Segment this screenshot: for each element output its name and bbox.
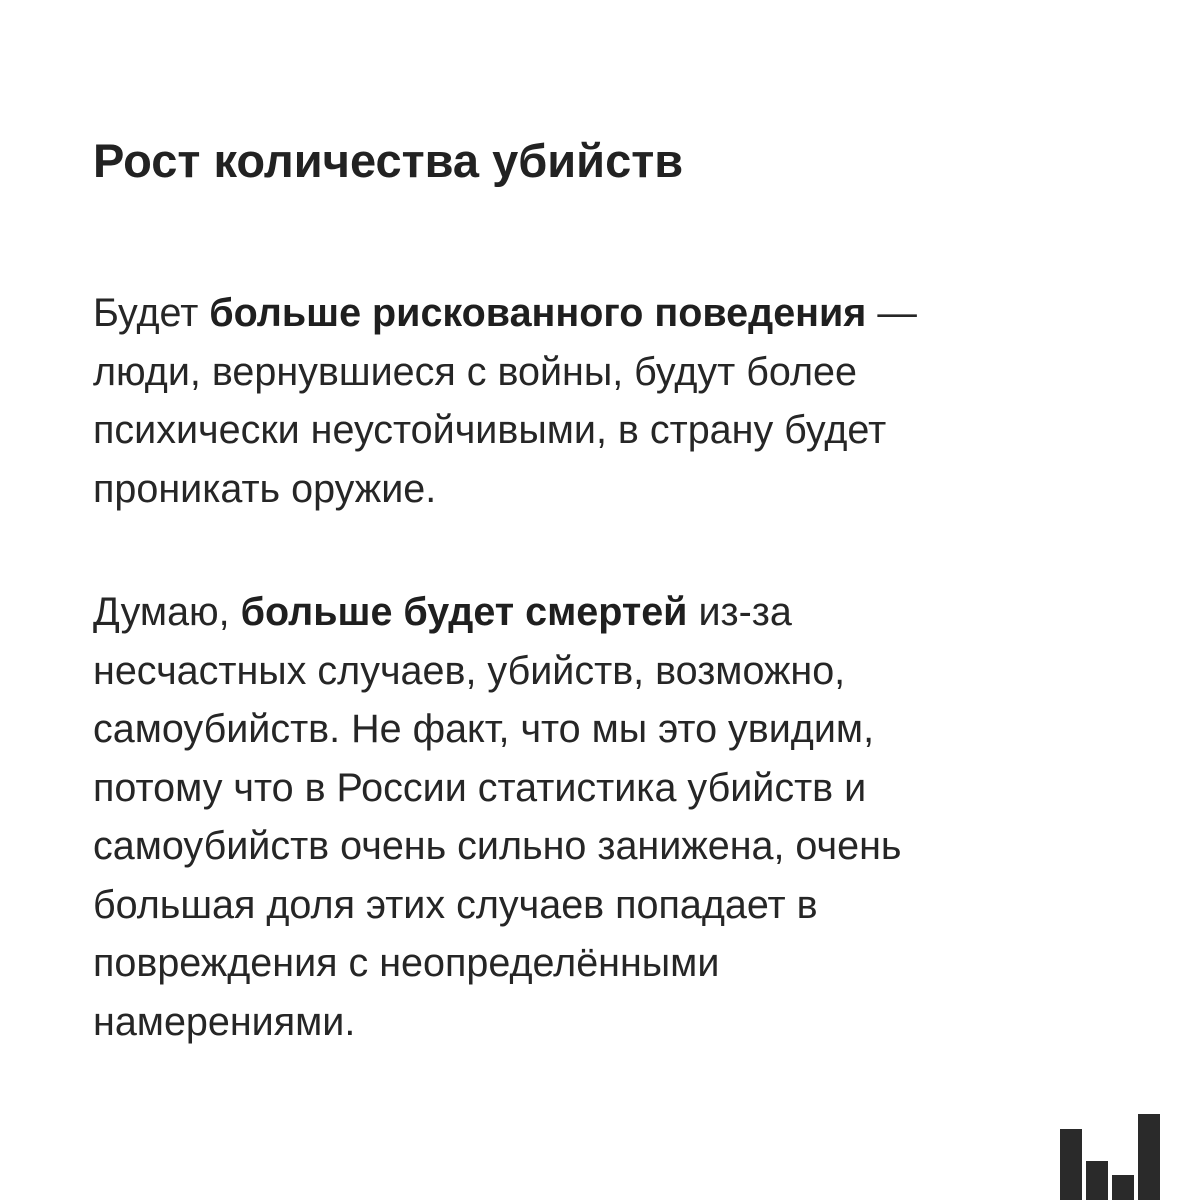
logo-bar-1 <box>1060 1129 1082 1200</box>
text-line: повреждения с неопределёнными <box>93 941 720 985</box>
text-line: проникать оружие. <box>93 466 437 511</box>
page-title: Рост количества убийств <box>93 134 684 187</box>
logo-bar-3 <box>1112 1175 1134 1200</box>
text-line: самоубийств очень сильно занижена, очень <box>93 824 902 868</box>
bar-chart-logo-icon <box>1060 1114 1160 1200</box>
text-line: потому что в России статистика убийств и <box>93 765 867 810</box>
text-segment: Думаю, <box>93 590 241 634</box>
text-segment: из-за <box>687 590 792 634</box>
text-line: люди, вернувшиеся с войны, будут более <box>93 349 857 394</box>
logo-bar-2 <box>1086 1161 1108 1200</box>
paragraph-risky-behavior <box>93 284 917 518</box>
text-line: большая доля этих случаев попадает в <box>93 882 818 927</box>
text-line: несчастных случаев, убийств, возможно, <box>93 648 846 693</box>
text-line: намерениями. <box>93 999 356 1044</box>
logo-bar-4 <box>1138 1114 1160 1200</box>
text-line: психически неустойчивыми, в страну будет <box>93 408 887 452</box>
bold-phrase: больше рискованного поведения <box>209 291 867 335</box>
text-segment: — <box>866 291 917 335</box>
bold-phrase: больше будет смертей <box>240 590 688 634</box>
text-segment: Будет <box>93 291 210 335</box>
paragraph-more-deaths <box>93 583 901 1051</box>
text-line: самоубийств. Не факт, что мы это увидим, <box>93 707 875 751</box>
